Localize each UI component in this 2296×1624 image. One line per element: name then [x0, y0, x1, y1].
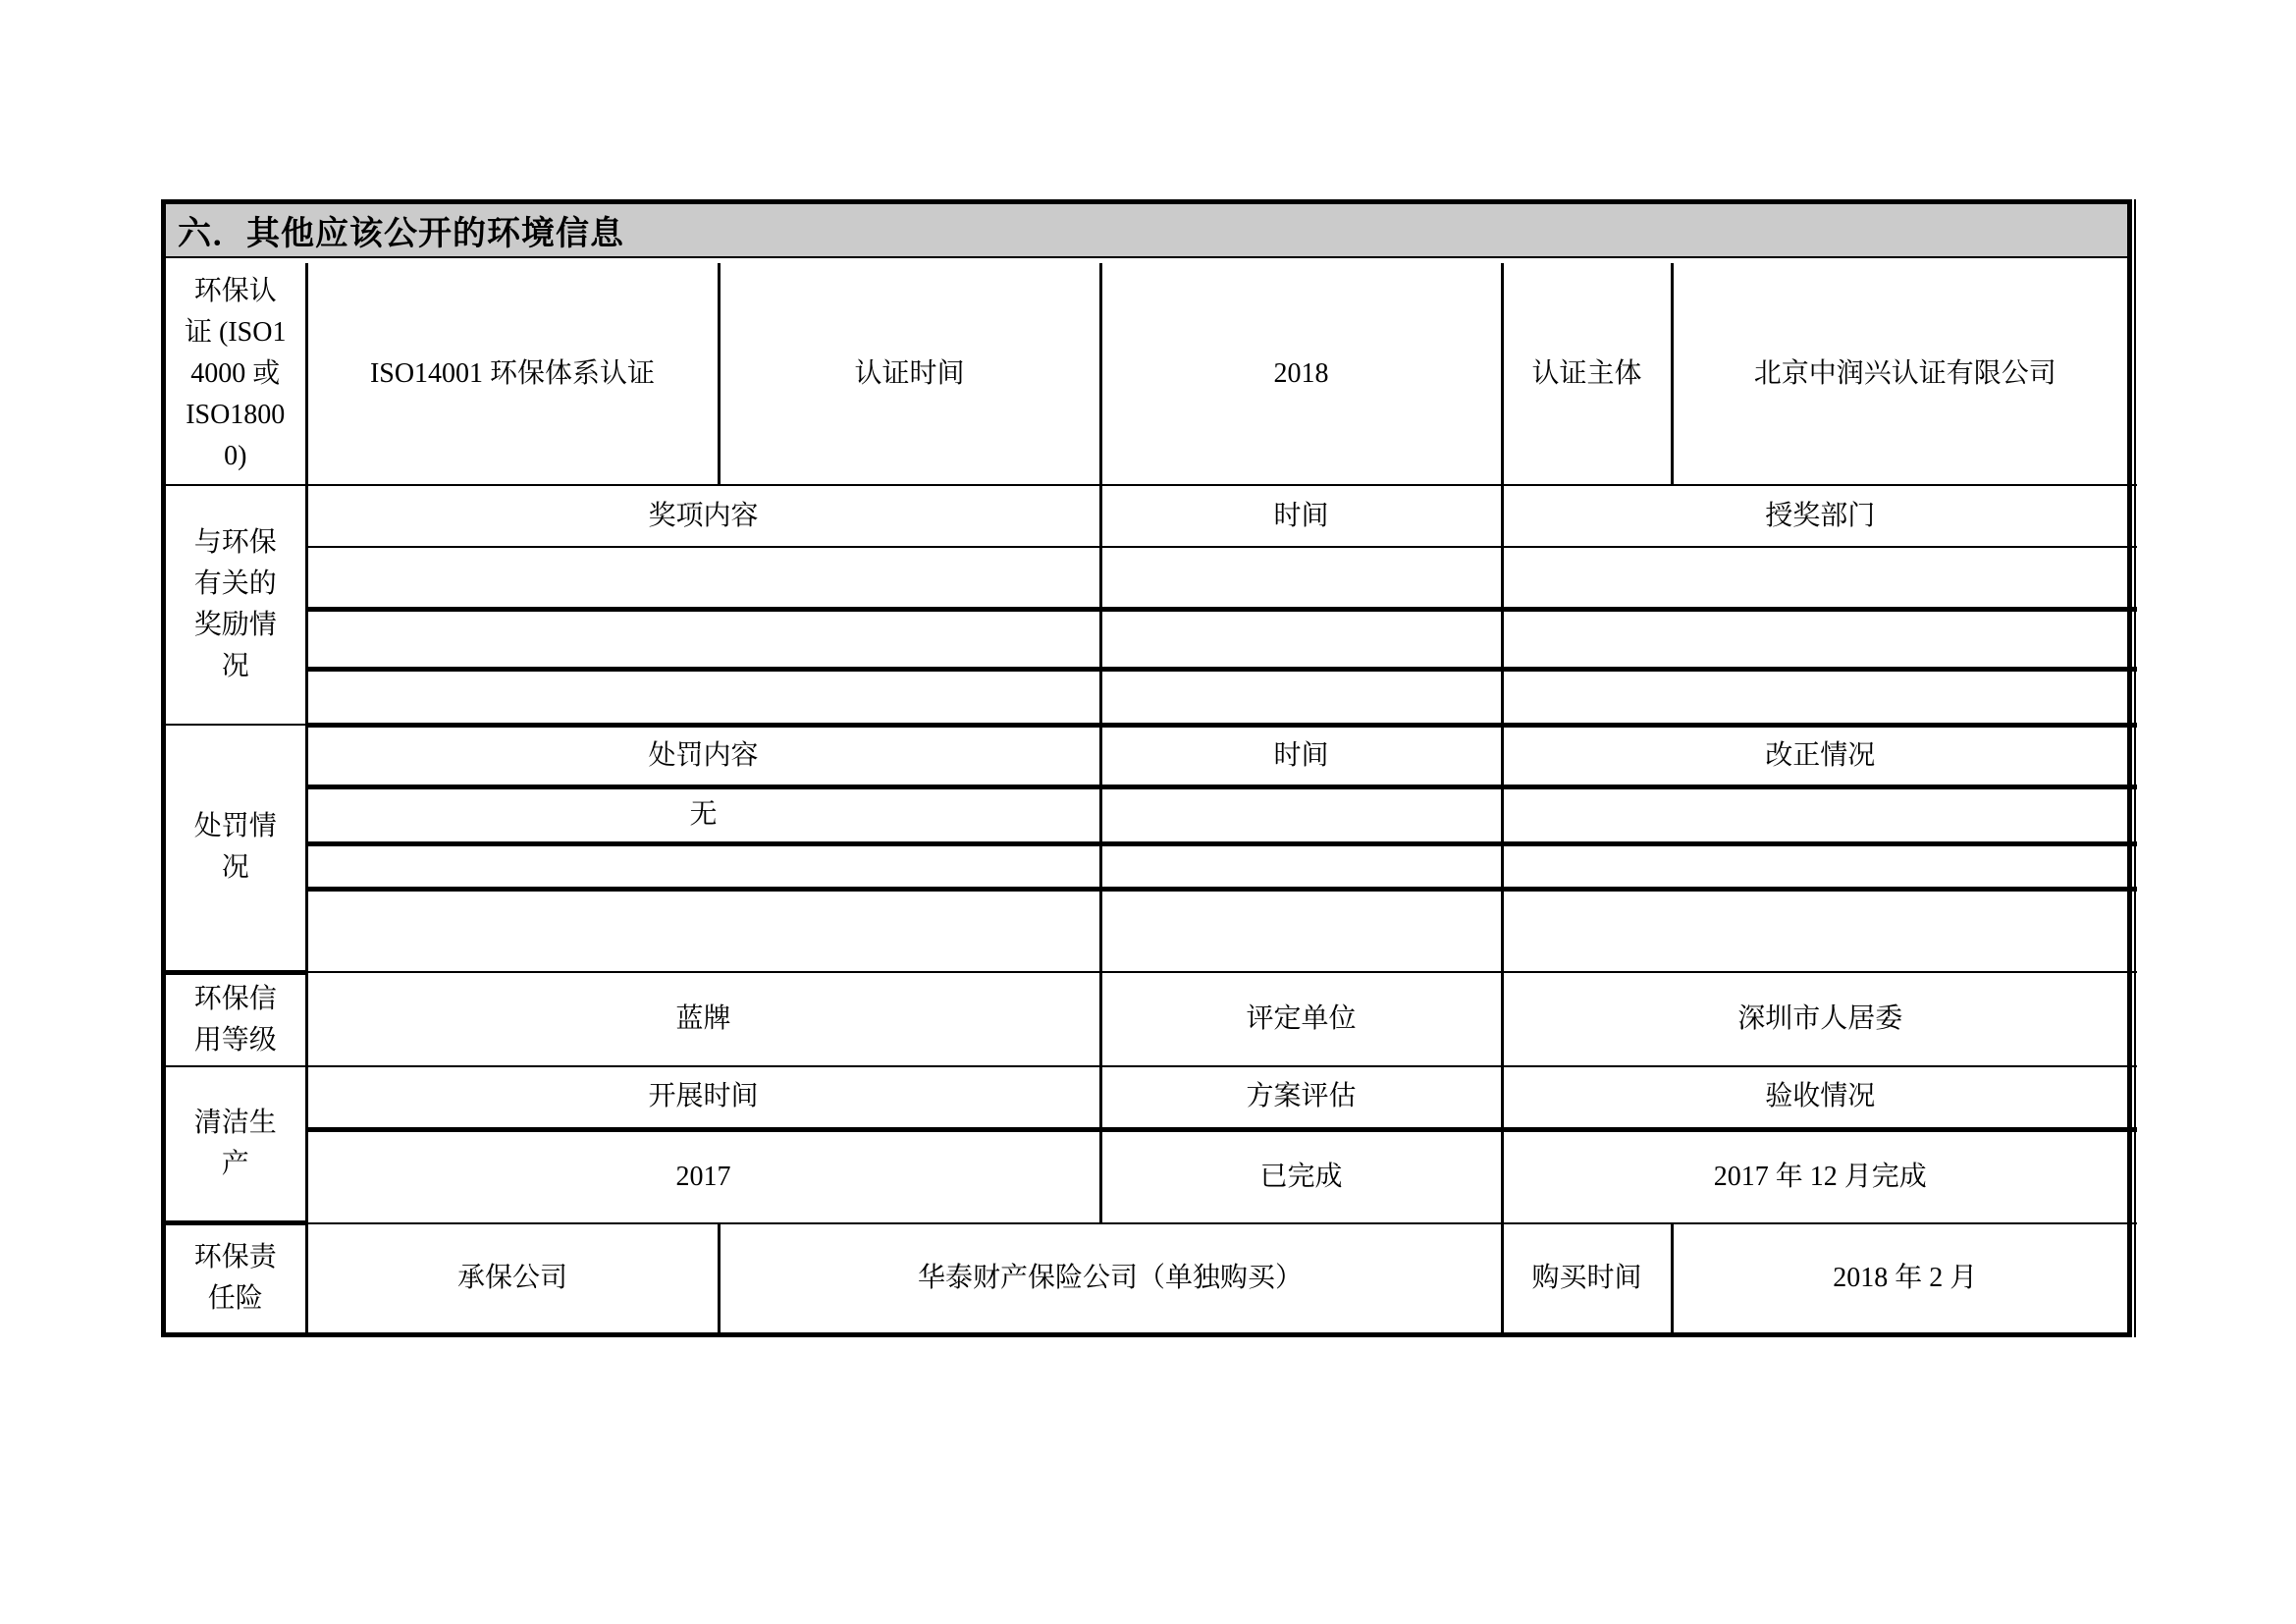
certification-body-value-cell: 北京中润兴认证有限公司	[1672, 263, 2137, 485]
credit-rating-value-cell: 蓝牌	[306, 972, 1100, 1066]
liability-insurance-row	[166, 1223, 2137, 1332]
penalties-label-cell: 处罚情况	[166, 725, 306, 972]
penalties-content-cell: 无	[306, 786, 1100, 843]
awards-content-cell	[306, 609, 1100, 669]
insurer-value-cell: 华泰财产保险公司（单独购买）	[719, 1223, 1502, 1332]
penalties-content-cell	[306, 889, 1100, 972]
awards-department-cell	[1502, 547, 2137, 609]
penalties-content-header-cell: 处罚内容	[306, 725, 1100, 786]
certification-time-label-cell: 认证时间	[719, 263, 1100, 485]
clean-production-plan-header-cell: 方案评估	[1100, 1066, 1502, 1130]
clean-production-acceptance-value-cell: 2017 年 12 月完成	[1502, 1130, 2137, 1223]
penalties-correction-cell	[1502, 786, 2137, 843]
certification-row	[166, 263, 2137, 485]
section-title: 六．其他应该公开的环境信息	[178, 215, 624, 252]
penalties-time-cell	[1100, 843, 1502, 889]
awards-content-cell	[306, 547, 1100, 609]
awards-row-2	[166, 609, 2137, 669]
penalties-row-2	[166, 843, 2137, 889]
awards-time-cell	[1100, 609, 1502, 669]
penalties-header-row	[166, 725, 2137, 786]
liability-insurance-label-cell: 环保责任险	[166, 1223, 306, 1332]
section-title-bar	[166, 204, 2127, 258]
awards-label-cell: 与环保有关的奖励情况	[166, 485, 306, 725]
credit-assessor-label-cell: 评定单位	[1100, 972, 1502, 1066]
clean-production-acceptance-header-cell: 验收情况	[1502, 1066, 2137, 1130]
certification-body-label-cell: 认证主体	[1502, 263, 1672, 485]
credit-rating-label-cell: 环保信用等级	[166, 972, 306, 1066]
insurer-label-cell: 承保公司	[306, 1223, 719, 1332]
awards-content-header-cell: 奖项内容	[306, 485, 1100, 547]
awards-time-header-cell: 时间	[1100, 485, 1502, 547]
clean-production-header-row	[166, 1066, 2137, 1130]
clean-production-label-cell: 清洁生产	[166, 1066, 306, 1223]
environment-info-grid	[166, 263, 2137, 1332]
penalties-time-cell	[1100, 889, 1502, 972]
awards-row-3	[166, 669, 2137, 725]
credit-assessor-value-cell: 深圳市人居委	[1502, 972, 2137, 1066]
penalties-row-3	[166, 889, 2137, 972]
awards-content-cell	[306, 669, 1100, 725]
penalties-correction-cell	[1502, 843, 2137, 889]
clean-production-start-value-cell: 2017	[306, 1130, 1100, 1223]
awards-header-row	[166, 485, 2137, 547]
penalties-time-header-cell: 时间	[1100, 725, 1502, 786]
penalties-time-cell	[1100, 786, 1502, 843]
awards-row-1	[166, 547, 2137, 609]
certification-time-value-cell: 2018	[1100, 263, 1502, 485]
penalties-row-1	[166, 786, 2137, 843]
credit-rating-row	[166, 972, 2137, 1066]
penalties-content-cell	[306, 843, 1100, 889]
awards-department-cell	[1502, 669, 2137, 725]
clean-production-start-header-cell: 开展时间	[306, 1066, 1100, 1130]
awards-time-cell	[1100, 547, 1502, 609]
purchase-time-value-cell: 2018 年 2 月	[1672, 1223, 2137, 1332]
penalties-correction-cell	[1502, 889, 2137, 972]
environment-info-table	[161, 199, 2132, 1337]
awards-department-cell	[1502, 609, 2137, 669]
clean-production-data-row	[166, 1130, 2137, 1223]
awards-time-cell	[1100, 669, 1502, 725]
clean-production-plan-value-cell: 已完成	[1100, 1130, 1502, 1223]
penalties-correction-header-cell: 改正情况	[1502, 725, 2137, 786]
purchase-time-label-cell: 购买时间	[1502, 1223, 1672, 1332]
certification-label-cell: 环保认证 (ISO14000 或 ISO18000)	[166, 263, 306, 485]
awards-department-header-cell: 授奖部门	[1502, 485, 2137, 547]
certification-name-cell: ISO14001 环保体系认证	[306, 263, 719, 485]
